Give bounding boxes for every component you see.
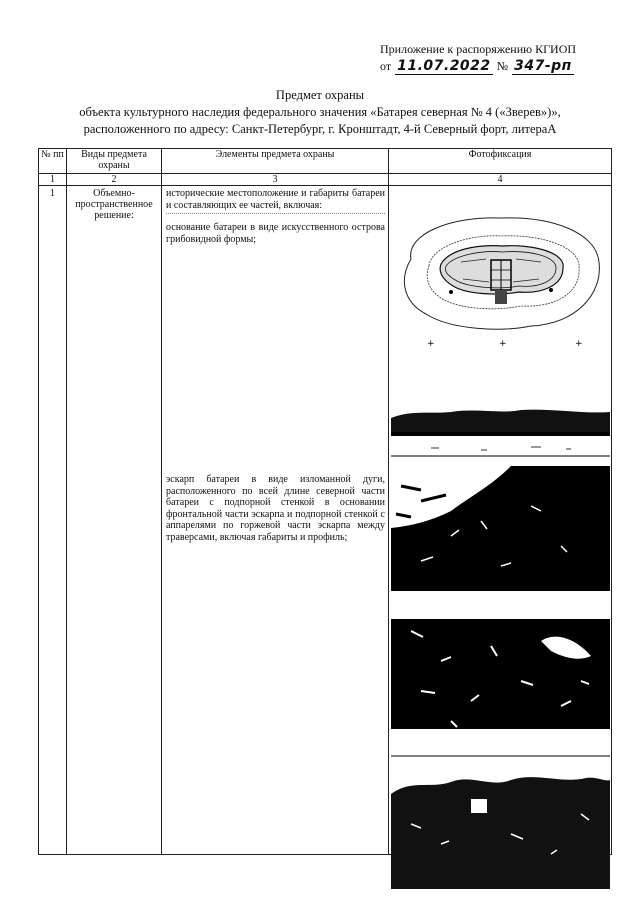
appendix-date: 11.07.2022	[397, 58, 491, 74]
document-subtitle-line2: расположенного по адресу: Санкт-Петербург, г. Кронштадт, 4-й Северный форт, литераА	[83, 122, 557, 136]
trees-photo	[391, 754, 610, 889]
appendix-date-line	[380, 59, 576, 75]
col-number-2: 2	[67, 174, 162, 186]
table-row	[39, 186, 612, 855]
document-title: Предмет охраны	[275, 88, 365, 102]
appendix-prefix: от	[380, 59, 392, 73]
header-photo: Фотофиксация	[389, 149, 612, 174]
svg-text:+: +	[575, 339, 583, 349]
site-plan-image	[391, 204, 610, 359]
appendix-number: 347-рп	[514, 58, 572, 74]
protection-table	[38, 148, 612, 855]
appendix-line: Приложение к распоряжению КГИОП	[380, 42, 577, 56]
col-number-4: 4	[389, 174, 612, 186]
vegetation-photo	[391, 611, 610, 736]
row-number: 1	[39, 186, 67, 855]
header-kind: Виды предмета охраны	[67, 149, 162, 174]
col-number-3: 3	[162, 174, 389, 186]
header-num: № пп	[39, 149, 67, 174]
appendix-number-sign: №	[496, 59, 509, 73]
table-number-row	[39, 174, 612, 186]
photo-column	[389, 186, 612, 855]
element-text: эскарп батареи в виде изломанной дуги, расположенного по всей длине северной части батареи с подпорной стенкой в основании фронтальной части эскарпа и подпорной стенкой с аппарелями по горжевой части эскарпа между траверсами, включая габариты и профиль;	[166, 474, 385, 543]
escarp-photo	[391, 466, 610, 591]
distant-view-photo	[391, 404, 610, 459]
svg-text:+: +	[427, 339, 435, 349]
element-text: основание батареи в виде искусственного острова грибовидной формы;	[166, 222, 385, 245]
row-kind: Объемно-пространственное решение:	[67, 186, 162, 855]
svg-text:+: +	[499, 339, 507, 349]
element-text: исторические местоположение и габариты батареи и составляющих ее частей, включая:	[166, 188, 385, 214]
row-elements	[162, 186, 389, 855]
table-header-row	[39, 149, 612, 174]
document-subtitle-line1: объекта культурного наследия федерального значения «Батарея северная № 4 («Зверев»)»,	[79, 105, 561, 119]
col-number-1: 1	[39, 174, 67, 186]
header-elements: Элементы предмета охраны	[162, 149, 389, 174]
appendix-header	[380, 42, 576, 75]
